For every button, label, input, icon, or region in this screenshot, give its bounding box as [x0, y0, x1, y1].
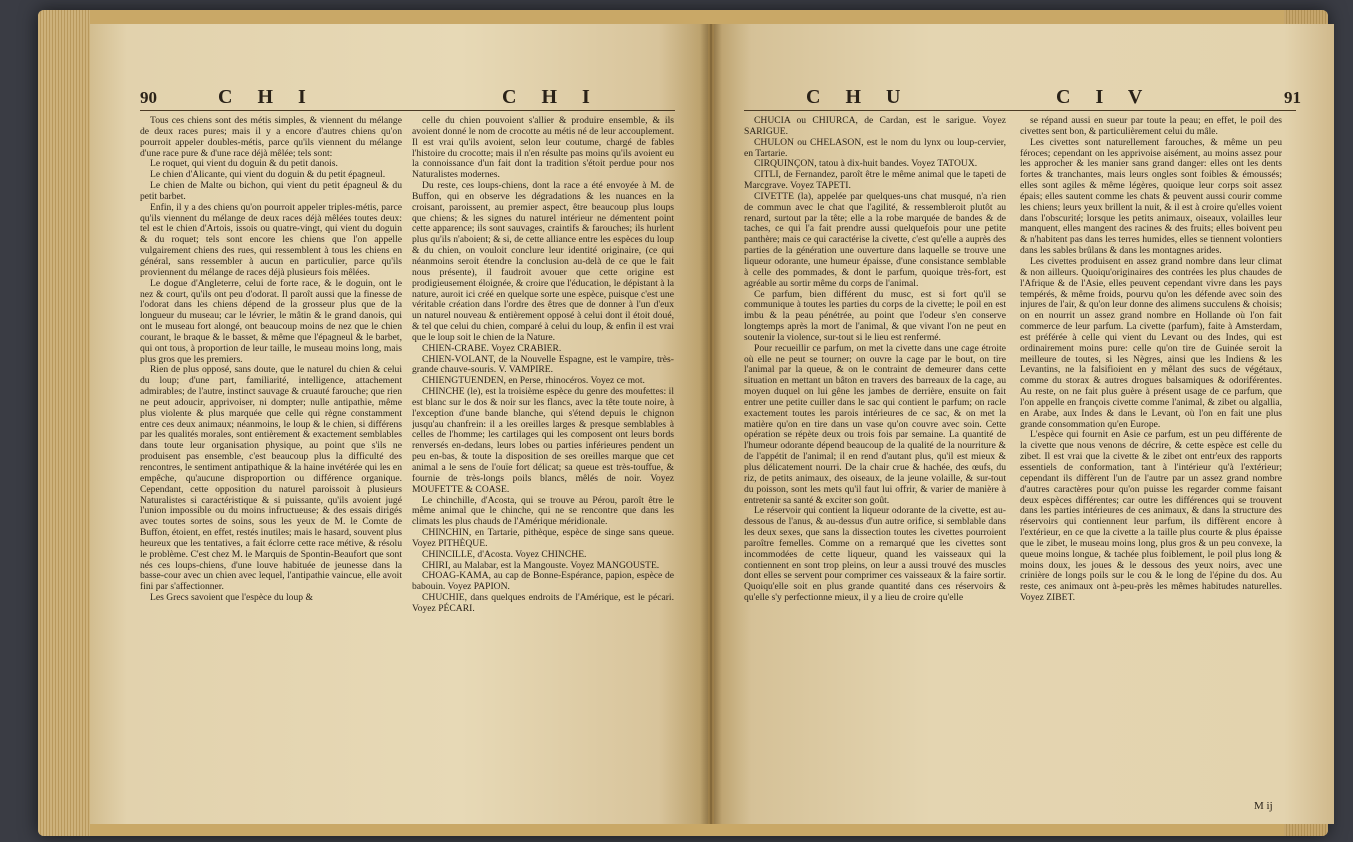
- paragraph: Le chinchille, d'Acosta, qui se trouve au Pérou, paroît être le même animal que le chinche, qui ne se rencontre que dans les climats les plus chauds de l'Amérique méridionale.: [412, 494, 674, 528]
- paragraph: Du reste, ces loups-chiens, dont la race a été envoyée à M. de Buffon, qui en observe les dégradations & les nuances en la croisant, paroissent, au premier aspect, être beaucoup plus loups que chiens; & les signes du naturel intérieur ne démentent point cette apparence; ils sont sauvages, craintifs & farouches; ils hurlent plus qu'ils n'aboient; & si, de cette alliance entre les espèces du loup & du chien, on vouloit conclure leur identité originaire, (ce qui néanmoins seroit étendre la conclusion au-delà de ce que le fait nous présente), il faudroit avouer que cette origine est prodigieusement éloignée, & croire que l'éducation, le dépistant à la nature, auroit ici créé en quelque sorte une espèce, puisque c'est une véritable création dans l'ordre des êtres que de donner à l'un d'eux un naturel nouveau & entièrement opposé à celui dont il étoit doué, & tel que celui du chien, comparé à celui du loup, & enfin il est vrai que le loup soit le chien de la Nature.: [412, 180, 674, 343]
- paragraph: Les Grecs savoient que l'espèce du loup &: [150, 592, 313, 604]
- right-page-column-2: [1020, 116, 1282, 796]
- left-page: [90, 24, 708, 824]
- paragraph: Le chien d'Alicante, qui vient du doguin & du petit épagneul.: [150, 169, 386, 181]
- paragraph: Le réservoir qui contient la liqueur odorante de la civette, est au-dessous de l'anus, & au-dessus d'un autre orifice, si semblable dans les deux sexes, que sans la dissection toutes les civettes pourroient paroître femelles. Comme on a remarqué que les civettes sont incommodées de cette liqueur, quand les vaisseaux qui la contiennent en sont trop pleins, on leur a aussi trouvé des muscles dont elles se servent pour comprimer ces vaisseaux & la faire sortir. Quoiqu'elle soit en plus grande quantité dans ces réservoirs & qu'elle s'y perfectionne mieux, il y a lieu de croire qu'elle: [744, 505, 1006, 604]
- paragraph: Pour recueillir ce parfum, on met la civette dans une cage étroite où elle ne peut se tourner; on ouvre la cage par le bout, on tire l'animal par la queue, & on le contraint de demeurer dans cette situation en mettant un bâton en travers des barreaux de la cage, au moyen duquel on lui gêne les jambes de derrière, ensuite on fait entrer une petite cuiller dans le sac qui contient le parfum; on racle exactement toutes les parois intérieures de ce sac, & on met la matière qu'on en tire dans un vase qu'on couvre avec soin. Cette opération se répète deux ou trois fois par semaine. La quantité de l'humeur odorante dépend beaucoup de la qualité de la nourriture & de l'appétit de l'animal; il en rend d'autant plus, qu'il est mieux & plus délicatement nourri. De la chair crue & hachée, des œufs, du riz, de petits animaux, des oiseaux, de la jeune volaille, & sur-tout du poisson, sont les mets qu'il faut lui offrir, & varier de manière à entretenir sa santé & exciter son goût.: [744, 342, 1006, 506]
- paragraph: Enfin, il y a des chiens qu'on pourroit appeler triples-métis, parce qu'ils viennent du mélange de deux races déjà mêlées toutes deux: tel est le chien d'Artois, issois ou quatre-vingt, qui vient du doguin & du roquet; tels sont encore les chiens que l'on appelle vulgairement chiens des rues, qui ressemblent à tous les chiens en général, sans ressembler à aucun en particulier, parce qu'ils proviennent du mélange de races déjà plusieurs fois mêlées.: [140, 201, 402, 278]
- left-page-column-1: [140, 116, 402, 796]
- header-rule-left: [140, 110, 675, 111]
- paragraph: celle du chien pouvoient s'allier & produire ensemble, & ils avoient donné le nom de crocotte au métis né de leur accouplement. Il est vrai qu'ils avoient, selon leur coutume, chargé de fables l'histoire du crocotte; mais il n'en résulte pas moins qu'ils avoient eu la connoissance d'un fait dont la tradition s'étoit perdue pour nos Naturalistes modernes.: [412, 116, 674, 181]
- paragraph: CHUCHIE, dans quelques endroits de l'Amérique, est le pécari. Voyez PÉCARI.: [412, 592, 674, 614]
- paragraph: CHUCIA ou CHIURCA, de Cardan, est le sarigue. Voyez SARIGUE.: [744, 116, 1006, 137]
- right-page: [714, 24, 1334, 824]
- paragraph: Le chien de Malte ou bichon, qui vient du petit épagneul & du petit barbet.: [140, 180, 402, 202]
- paragraph: se répand aussi en sueur par toute la peau; en effet, le poil des civettes sent bon, & particulièrement celui du mâle.: [1020, 116, 1282, 137]
- paragraph: Le roquet, qui vient du doguin & du petit danois.: [150, 158, 338, 170]
- paragraph: CITLI, de Fernandez, paroît être le même animal que le tapeti de Marcgrave. Voyez TAPETI.: [744, 169, 1006, 192]
- page-edges-left: [38, 10, 90, 836]
- running-head-right-col1: C H U: [806, 86, 911, 108]
- paragraph: CHIEN-VOLANT, de la Nouvelle Espagne, est le vampire, très-grande chauve-souris. V. VAMPIRE.: [412, 353, 674, 376]
- right-page-column-1: [744, 116, 1006, 796]
- paragraph: CIRQUINÇON, tatou à dix-huit bandes. Voyez TATOUX.: [754, 158, 978, 170]
- paragraph: CHINCHE (le), est la troisième espèce du genre des moufettes: il est blanc sur le dos & noir sur les flancs, avec la tête toute noire, à l'exception d'une bande blanche, qui s'étend depuis le chignon jusqu'au chanfrein: il a les oreilles larges & presque semblables à celles de l'homme; les cartilages qui les composent ont leurs bords renversés en-dedans, leurs lobes ou parties inférieures pendent un peu en-bas, & toute la disposition de ses oreilles marque que cet animal a le sens de l'ouïe fort délicat; sa queue est très-touffue, & fournie de très-longs poils blancs, mêlés de noir. Voyez MOUFETTE & COASE.: [412, 386, 674, 495]
- paragraph: Tous ces chiens sont des métis simples, & viennent du mélange de deux races pures; mais il y a encore d'autres chiens qu'on pourroit appeler doubles-métis, parce qu'ils viennent du mélange d'une race pure & d'une race déjà mêlée; tels sont:: [140, 116, 402, 159]
- open-book: [38, 10, 1328, 836]
- paragraph: L'espèce qui fournit en Asie ce parfum, est un peu différente de la civette que nous venons de décrire, & cette espèce est celle du zibet. Il est vrai que la civette & le zibet ont entr'eux des rapports essentiels de conformation, tant à l'intérieur qu'à l'extérieur; cependant ils diffèrent l'un de l'autre par un assez grand nombre d'autres caractères pour qu'on puisse les regarder comme faisant deux espèces différentes; car outre les différences qui se trouvent dans les parties intérieures de ces animaux, & dans la structure des réservoirs qui contiennent leur parfum, ils diffèrent encore à l'extérieur, en ce que la civette a la taille plus courte & plus épaisse que le zibet, le museau moins long, plus gros & un peu convexe, la queue moins longue, & tachée plus foiblement, le poil plus long & moins doux, les joues & le dessous des yeux noirs, avec une crinière de longs poils sur le cou & le long de l'épine du dos. Au reste, ces animaux ont à-peu-près les mêmes habitudes naturelles. Voyez ZIBET.: [1020, 429, 1282, 604]
- paragraph: Ce parfum, bien différent du musc, est si fort qu'il se communique à toutes les parties du corps de la civette; le poil en est imbu & la peau pénétrée, au point que l'odeur s'en conserve longtemps après la mort de l'animal, & que vivant l'on ne peut en soutenir la violence, sur-tout si le lieu est renfermé.: [744, 288, 1006, 343]
- running-head-left-col2: C H I: [502, 86, 600, 108]
- running-head-right-col2: C I V: [1056, 86, 1153, 108]
- paragraph: CIVETTE (la), appelée par quelques-uns chat musqué, n'a rien de commun avec le chat que l'agilité, & ressembleroit plutôt au renard, surtout par la tête; elle a la robe marquée de bandes & de taches, ce qui l'a fait prendre aussi quelquefois pour une petite panthère; mais ce qui caractérise la civette, c'est qu'elle a auprès des parties de la génération une ouverture dans laquelle se trouve une liqueur odorante, une humeur épaisse, d'une consistance semblable à celle des pommades, & dont le parfum, quoique très-fort, est agréable au sortir même du corps de l'animal.: [744, 190, 1006, 289]
- paragraph: CHOAG-KAMA, au cap de Bonne-Espérance, papion, espèce de babouin. Voyez PAPION.: [412, 570, 674, 593]
- signature-mark: M ij: [1254, 800, 1273, 812]
- paragraph: CHIENGTUENDEN, en Perse, rhinocéros. Voyez ce mot.: [422, 375, 645, 387]
- page-number-right: 91: [1284, 88, 1301, 107]
- paragraph: CHULON ou CHELASON, est le nom du lynx ou loup-cervier, en Tartarie.: [744, 136, 1006, 159]
- book-gutter: [700, 24, 722, 824]
- paragraph: Rien de plus opposé, sans doute, que le naturel du chien & celui du loup; d'une part, familiarité, intelligence, attachement admirables; de l'autre, instinct sauvage & cruauté farouche; que rien ne peut adoucir, apprivoiser, ni dompter; nulle antipathie, même plus violente & plus marquée que celle qui règne constamment entre ces deux animaux; néanmoins, le loup & le chien, si différens par les qualités morales, sont entièrement & exactement semblables dans toute leur organisation physique, au point que s'ils ne produisent pas ensemble, c'est beaucoup plus la difficulté des rencontres, le sentiment antipathique & la haine invétérée qui les en empêche, qu'aucune disproportion ou différence organique. Cependant, cette opposition du naturel paroissoit à plusieurs Naturalistes si caractéristique & si puissante, qu'ils avoient jugé l'union impossible ou du moins infructueuse; & des essais dirigés avec toutes sortes de soins, sous les yeux de M. le Comte de Buffon, étoient, en effet, restés inutiles; mais le hasard, souvent plus heureux que les tentatives, a fait éclorre cette race métive, & résolu le problème. C'est chez M. le Marquis de Spontin-Beaufort que sont nés ces loups-chiens, d'une louve habituée de jeunesse dans la basse-cour avec un chien avec lequel, l'antipathie vaincue, elle avoit fini par s'affectionner.: [140, 364, 402, 593]
- paragraph: CHIRI, au Malabar, est la Mangouste. Voyez MANGOUSTE.: [422, 559, 660, 571]
- paragraph: CHINCILLE, d'Acosta. Voyez CHINCHE.: [422, 548, 587, 560]
- paragraph: CHIEN-CRABE. Voyez CRABIER.: [422, 342, 562, 354]
- left-page-column-2: [412, 116, 674, 796]
- running-head-left-col1: C H I: [218, 86, 316, 108]
- paragraph: Les civettes sont naturellement farouches, & même un peu féroces; cependant on les apprivoise aisément, au moins assez pour les approcher & les manier sans grand danger: elles ont les dents fortes & tranchantes, mais leurs ongles sont foibles & émoussés; elles sont agiles & même légères, quoique leur corps soit assez épais; elles sautent comme les chats & peuvent aussi courir comme les chiens; leurs yeux brillent la nuit, & il est à croire qu'elles voient dans l'obscurité; lorsque les petits animaux, oiseaux, volailles leur manquent, elles mangent des racines & des fruits; elles boivent peu & n'habitent pas dans les terres humides, elles se tiennent volontiers dans les sables brûlans & dans les montagnes arides.: [1020, 136, 1282, 257]
- page-number-left: 90: [140, 88, 157, 107]
- paragraph: Le dogue d'Angleterre, celui de forte race, & le doguin, ont le nez & court, qu'ils ont peu d'odorat. Il paroît aussi que la finesse de l'odorat dans les chiens dépend de la grosseur plus que de la longueur du museau; car le lévrier, le mâtin & le grand danois, qui ont le museau fort alongé, ont beaucoup moins de nez que le chien courant, le braque & le basset, & même que l'épagneul & le barbet, qui ont tous, à proportion de leur taille, le museau moins long, mais plus gros que les premiers.: [140, 277, 402, 365]
- paragraph: Les civettes produisent en assez grand nombre dans leur climat & non ailleurs. Quoiqu'originaires des contrées les plus chaudes de l'Afrique & de l'Asie, elles peuvent cependant vivre dans les pays tempérés, & même froids, pourvu qu'on les défende avec soin des injures de l'air, & qu'on leur donne des alimens succulens & choisis; on en nourrit un assez grand nombre en Hollande où l'on fait commerce de leur parfum. La civette (parfum), faite à Amsterdam, est préférée à celle qui vient du Levant ou des Indes, qui est ordinairement moins pure: celle qu'on tire de Guinée seroit la meilleure de toutes, si les Nègres, ainsi que les Indiens & les Levantins, ne la falsifioient en y mêlant des sucs de végétaux, comme du storax & autres drogues balsamiques & odoriférentes. Au reste, on ne fait plus guère à présent usage de ce parfum, que l'on appelle en françois civette comme l'animal, & zibet ou algallia, en Arabe, aux Indes & dans le Levant, où l'on en fait une plus grande consommation qu'en Europe.: [1020, 255, 1282, 430]
- paragraph: CHINCHIN, en Tartarie, pithèque, espèce de singe sans queue. Voyez PITHÈQUE.: [412, 527, 674, 549]
- header-rule-right: [744, 110, 1296, 111]
